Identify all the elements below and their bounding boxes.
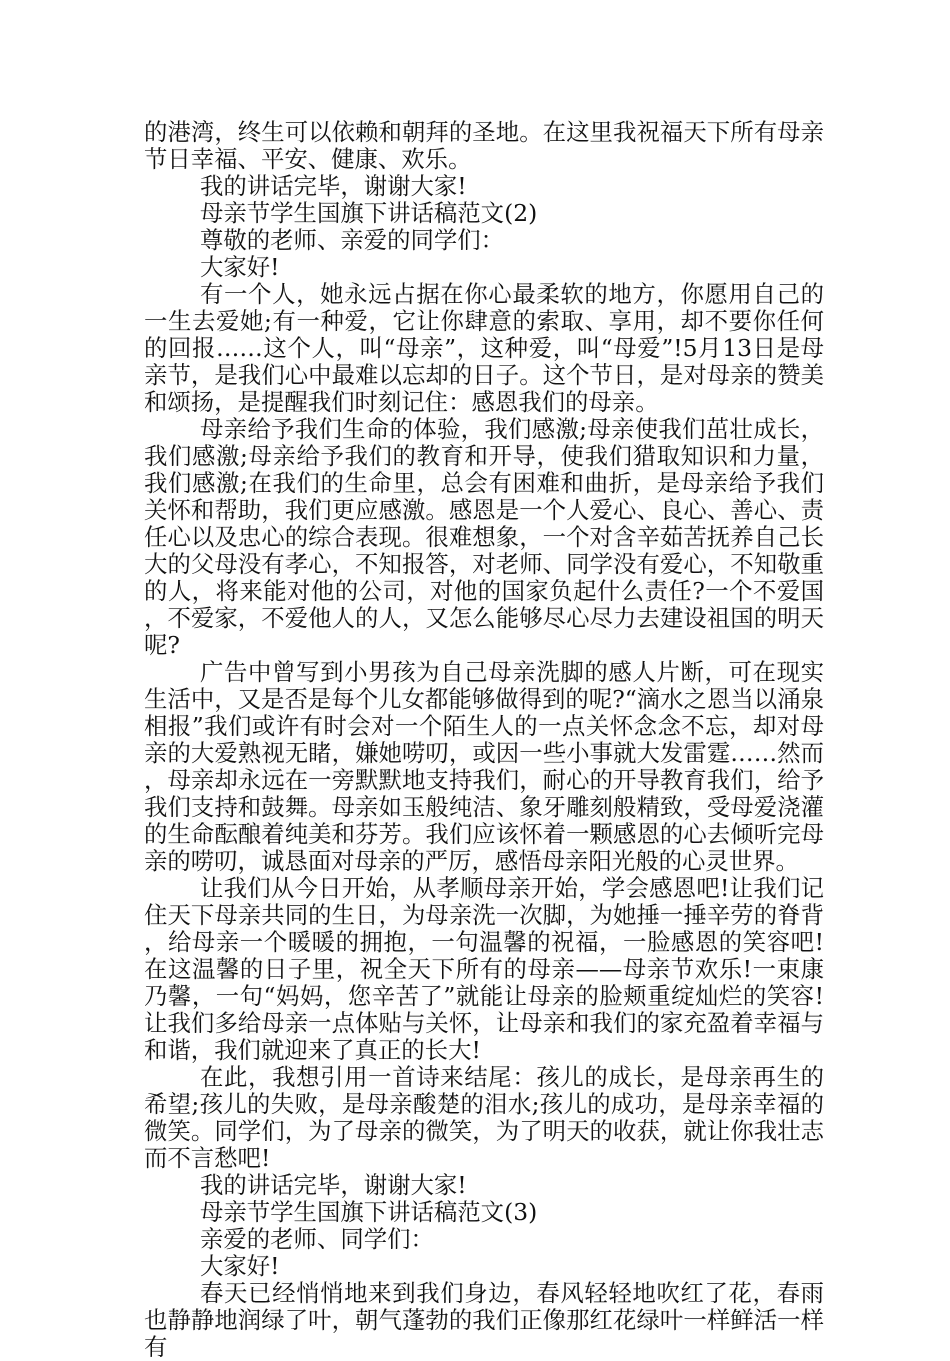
section-title: 母亲节学生国旗下讲话稿范文(3) bbox=[200, 1198, 538, 1226]
greeting: 大家好! bbox=[200, 253, 280, 281]
paragraph: 在此，我想引用一首诗来结尾：孩儿的成长，是母亲再生的希望;孩儿的失败，是母亲酸楚的泪水;孩儿的成功，是母亲幸福的微笑。同学们，为了母亲的微笑，为了明天的收获，就让你我壮志而不言愁吧! bbox=[144, 1063, 824, 1172]
paragraph: 母亲给予我们生命的体验，我们感激;母亲使我们茁壮成长，我们感激;母亲给予我们的教育和开导，使我们猎取知识和力量，我们感激;在我们的生命里，总会有困难和曲折，是母亲给予我们关怀和帮助，我们更应感激。感恩是一个人爱心、良心、善心、责任心以及忠心的综合表现。很难想象，一个对含辛茹苦抚养自己长大的父母没有孝心，不知报答，对老师、同学没有爱心，不知敬重的人，将来能对他的公司，对他的国家负起什么责任?一个不爱国，不爱家，不爱他人的人，又怎么能够尽心尽力去建设祖国的明天呢? bbox=[144, 415, 824, 659]
document-body bbox=[144, 119, 824, 1361]
paragraph: 的港湾，终生可以依赖和朝拜的圣地。在这里我祝福天下所有母亲节日幸福、平安、健康、欢乐。 bbox=[144, 118, 824, 173]
salutation: 亲爱的老师、同学们： bbox=[200, 1225, 434, 1253]
paragraph: 广告中曾写到小男孩为自己母亲洗脚的感人片断，可在现实生活中，又是否是每个儿女都能够做得到的呢?“滴水之恩当以涌泉相报”我们或许有时会对一个陌生人的一点关怀念念不忘，却对母亲的大爱熟视无睹，嫌她唠叨，或因一些小事就大发雷霆……然而，母亲却永远在一旁默默地支持我们，耐心的开导教育我们，给予我们支持和鼓舞。母亲如玉般纯洁、象牙雕刻般精致，受母爱浇灌的生命酝酿着纯美和芬芳。我们应该怀着一颗感恩的心去倾听完母亲的唠叨，诚恳面对母亲的严厉，感悟母亲阳光般的心灵世界。 bbox=[144, 658, 824, 875]
paragraph: 有一个人，她永远占据在你心最柔软的地方，你愿用自己的一生去爱她;有一种爱，它让你肆意的索取、享用，却不要你任何的回报……这个人，叫“母亲”，这种爱，叫“母爱”!5月13日是母亲节，是我们心中最难以忘却的日子。这个节日，是对母亲的赞美和颂扬，是提醒我们时刻记住：感恩我们的母亲。 bbox=[144, 280, 824, 416]
section-title: 母亲节学生国旗下讲话稿范文(2) bbox=[200, 199, 538, 227]
greeting: 大家好! bbox=[200, 1252, 280, 1280]
salutation: 尊敬的老师、亲爱的同学们： bbox=[200, 226, 505, 254]
paragraph: 让我们从今日开始，从孝顺母亲开始，学会感恩吧!让我们记住天下母亲共同的生日，为母亲洗一次脚，为她捶一捶辛劳的脊背，给母亲一个暖暖的拥抱，一句温馨的祝福，一脸感恩的笑容吧!在这温馨的日子里，祝全天下所有的母亲——母亲节欢乐!一束康乃馨，一句“妈妈，您辛苦了”就能让母亲的脸颊重绽灿烂的笑容!让我们多给母亲一点体贴与关怀，让母亲和我们的家充盈着幸福与和谐，我们就迎来了真正的长大! bbox=[144, 874, 824, 1064]
paragraph: 春天已经悄悄地来到我们身边，春风轻轻地吹红了花，春雨也静静地润绿了叶，朝气蓬勃的我们正像那红花绿叶一样鲜活一样有 bbox=[144, 1279, 824, 1361]
closing-remark: 我的讲话完毕，谢谢大家! bbox=[200, 172, 467, 200]
closing-remark: 我的讲话完毕，谢谢大家! bbox=[200, 1171, 467, 1199]
